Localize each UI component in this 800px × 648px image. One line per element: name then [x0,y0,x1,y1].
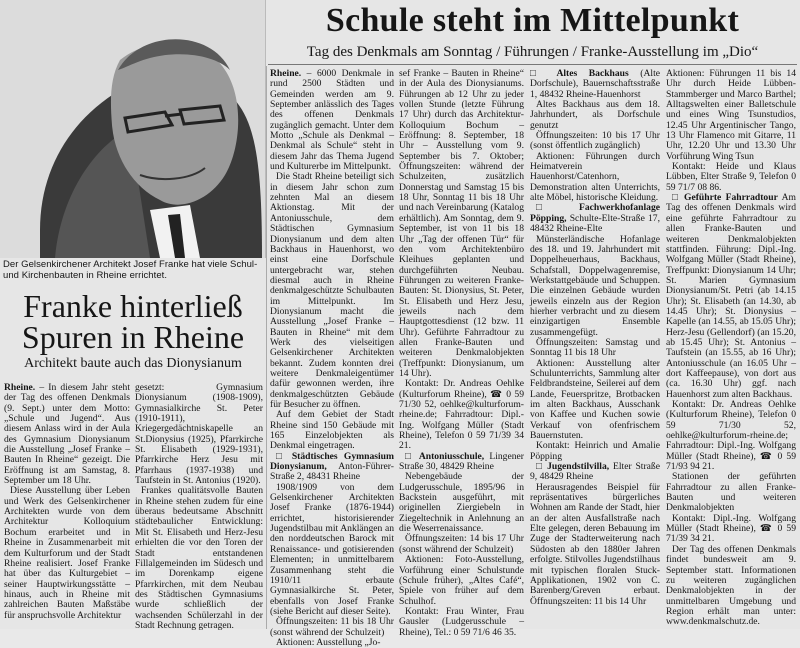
paragraph-text: Schulte-Elte-Straße 17, 48432 Rheine-Elte [530,212,660,235]
article-paragraph [4,383,130,486]
section-heading: □ Antoniusschule, [405,451,484,462]
dateline: Rheine. [270,68,302,79]
side-article-subheadline: Architekt baute auch das Dionysianum [24,356,242,371]
paragraph-text: Am Tag des offenen Denkmals wird eine geführte Fahrradtour zu allen Franke-Bauten und weiteren Denkmalobjekten stattfinden. Führung: Dipl.-Ing. Wolfgang Müller (Stadt Rheine), Treffpunkt: Dionysianum 14 Uhr; St. Marien Gymnasium Dionysianum/St. Petri (ab 14.15 Uhr); St. Elisabeth (an 14.30, ab 14.45 Uhr); St. Dionysius – Kapelle (an 14.55, ab 15.05 Uhr); Herz-Jesu (Gellendorf) (an 15.20, ab 15.45 Uhr); St. Antonius – Taufstein (an 15.55, ab 16 Uhr); Antoniusschule (an 16.05 Uhr – dort Kaffeepause), von dort aus (ca. 16.30 Uhr) ggf. nach Hauenhorst zum alten Backhaus. [666,192,796,400]
article-paragraph: gesetzt: Gymnasium Dionysianum (1908-1909), Gymnasialkirche St. Peter (1910-1911), Kriegergedächtniskapelle an St.Dionysius (1925), Pfarrkirche St. Elisabeth (1929-1931), Pfarrkirche Herz Jesu mit Pfarrhaus (1937-1938) und Taufstein in St. Antonius (1920). [135,382,263,487]
article-paragraph: Kontakt: Dipl.-Ing. Wolfgang Müller (Stadt Rheine), ☎ 0 59 71/39 34 21. [666,512,796,545]
article-paragraph: Aktionen: Foto-Ausstellung, Vorführung einer Schulstunde (Schule früher), „Altes Café“, Spiele von früher auf dem Schulhof. [399,554,524,607]
paragraph-text: Anton-Führer-Straße 2, 48431 Rheine [270,461,394,483]
article-paragraph [399,452,524,473]
article-paragraph: 1908/1909 von dem Gelsenkirchener Architekten Josef Franke (1876-1944) errichtet, historisierender Jugendstilbau mit Anklängen an den norddeutschen Barock mit Renaissance- und gotisierenden Elementen; in unmittelbarem Zusammenhang steht die 1910/11 erbaute Gymnasialkirche St. Peter, ebenfalls von Josef Franke (siehe Bericht auf dieser Seite). [270,481,394,617]
main-article-column-3 [530,69,660,629]
headline-divider [268,64,797,65]
section-heading: □ Geführte Fahrradtour [672,192,778,203]
paragraph-text: – In diesem Jahr steht der Tag des offenen Denkmals (9. Sept.) unter dem Motto: „Schule und Jugend“. Aus diesem Anlass wird in der Aula des Gymnasium Dionysianum die Ausstellung „Josef Franke – Bauten In Rheine“ gezeigt. Die Eröffnung ist am Samstag, 8. September um 18 Uhr. [4,382,130,487]
article-paragraph: Münsterländische Hofanlage des 18. und 19. Jahrhundert mit Doppelheuerhaus, Backhaus, Schafstall, Doppelwagenremise, Werkstattgebäude und Schuppen. Die einzelnen Gebäude wurden jeweils einzeln aus der Region hierher verbracht und zu diesem einzigartigen Ensemble zusammengefügt. [530,233,660,338]
article-paragraph [530,203,660,234]
section-heading: □ Altes Backhaus [530,68,629,79]
side-article-column-2 [135,383,263,629]
article-paragraph: Kontakt: Heide und Klaus Lübben, Elter Straße 9, Telefon 0 59 71/7 08 86. [666,161,796,193]
article-paragraph: Kontakt: Heinrich und Amalie Pöpping [530,440,660,462]
article-paragraph: Kontakt: Frau Winter, Frau Gausler (Ludgerusschule – Rheine), Tel.: 0 59 71/6 46 35. [399,605,524,638]
article-paragraph: Öffnungszeiten: 11 bis 18 Uhr (sonst während der Schulzeit) [270,616,394,638]
article-paragraph: Stationen der geführten Fahrradtour zu allen Franke-Bauten und weiteren Denkmalobjekten [666,471,796,514]
article-paragraph: Nebengebäude der Ludgerusschule, 1895/96 in Backstein ausgeführt, mit originellen Ziergiebeln in Ziegeltechnik in Anlehnung an die Weserrenaissance. [399,471,524,535]
article-paragraph [530,69,660,100]
article-paragraph: Frankes qualitätsvolle Bauten in Rheine stehen zudem für eine überaus bedeutsame Abschnitt städtebaulicher Entwicklung: Mit St. Elisabeth und Herz-Jesu erhielten die vor den Toren der Stadt entstandenen Fillalgemeinden im Südesch und im Dorenkamp eigene Pfarrkirchen, mit dem Neubau des Städtischen Gymnasiums wurde schließlich der wachsenden Schülerzahl in der Stadt Rechnung getragen. [135,485,263,631]
article-paragraph: Aktionen: Ausstellung „Jo- [276,636,381,648]
main-article-subheadline: Tag des Denkmals am Sonntag / Führungen / Franke-Ausstellung im „Dio“ [306,44,759,60]
article-paragraph [270,69,394,172]
architect-portrait-photo [0,0,266,258]
side-article-headline: Franke hinterließ Spuren in Rheine [21,288,245,355]
dateline: Rheine. [4,382,36,393]
article-paragraph: Öffnungszeiten: 14 bis 17 Uhr (sonst während der Schulzeit) [399,533,524,555]
main-article-column-4 [666,69,796,629]
paragraph-text: – 6000 Denkmale in rund 2500 Städten und Gemeinden werden am 9. September anlässlich des Tages des offenen Denkmals zugänglich gemacht. Unter dem Motto „Schule als Denkmal – Denkmal als Schule“ steht in diesem Jahr das Thema Jugend und Kulturerbe im Mittelpunkt. [270,68,394,173]
portrait-illustration [0,0,265,258]
article-paragraph: Aktionen: Ausstellung alter Schulunterrichts, Sammlung alter Feldbrandsteine, Seilerei auf dem Lande, Feuerspritze, Brotbacken im alten Backhaus, Ausschank von Kaffee und Kuchen sowie Verkauf von ofenfrischem Bauernstuten. [530,357,660,442]
photo-caption: Der Gelsenkirchener Architekt Josef Franke hat viele Schul- und Kirchenbauten in Rheine errichtet. [3,259,258,281]
article-paragraph: Die Stadt Rheine beteiligt sich in diesem Jahr schon zum zehnten Mal an diesem Aktionstag. Mit der Antoniusschule, dem Städtischen Gymnasium Dionysianum und dem alten Backhaus in Hauenhorst, wo einst eine Dorfschule untergebracht war, stehen diesmal auch in Rheine denkmalgeschützte Schulbauten im Mittelpunkt. Im Dionysianum macht die Ausstellung „Josef Franke – Bauten in Rheine“ mit dem Werk des vielseitigen Gelsenkirchener Architekten bekannt. Zudem konnten drei weitere Denkmaleigentümer dafür gewonnen werden, ihre denkmalgeschützten Gebäude für Besucher zu öffnen. [270,171,394,410]
article-paragraph: Diese Ausstellung über Leben und Werk des Gelsenkirchener Architekten wurde von dem Architektur Kolloquium Bochum erarbeitet und in Rheine in Zusammenarbeit mit dem Kulturforum und der Stadt Rheine realisiert. Josef Franke hat über das Kulturgebiet – seiner Hauptwirkungsstätte – hinaus, auch in Rheine mit zahlreichen Bauten Maßstäbe für anspruchsvolle Architektur [4,485,130,621]
article-paragraph [530,462,660,483]
article-paragraph: Kontakt: Dr. Andreas Oehlke (Kulturforum Rheine), ☎ 0 59 71/30 52, oehlke@kulturforum-rheine.de; Fahrradtour: Dipl.-Ing. Wolfgang Müller (Stadt Rheine), Telefon 0 59 71/39 34 21. [399,378,524,452]
main-article-column-2 [399,68,524,638]
article-paragraph: Öffnungszeiten: Samstag und Sonntag 11 bis 18 Uhr [530,336,660,359]
article-paragraph: Kontakt: Dr. Andreas Oehlke (Kulturforum Rheine), Telefon 0 59 71/30 52, oehlke@kulturforum-rheine.de; Fahrradtour: Dipl.-Ing. Wolfgang Müller (Stadt Rheine), ☎ 0 59 71/93 94 21. [666,399,796,473]
section-heading: □ Fachwerkhofanlage Pöpping, [530,202,660,223]
article-paragraph: Der Tag des offenen Denkmals findet bundesweit am 9. September statt. Informationen zu weiteren zugänglichen Denkmalobjekten in der unmittelbaren Umgebung und Region erhält man unter: www.denkmalschutz.de. [666,543,796,628]
article-paragraph: Aktionen: Führungen durch Heimatverein Hauenhorst/Catenhorn, Demonstration alten Unterrichts, alte Möbel, historische Kleidung. [530,150,660,204]
column-divider [266,66,267,629]
article-paragraph: Herausragendes Beispiel für repräsentatives bürgerliches Wohnen am Rande der Stadt, hier an der alten Ausfallstraße nach Elte gelegen, deren Bebauung im Zuge der Stadterweiterung nach Südosten ab den 1880er Jahren erfolgte. Stilvolles Jugendstilhaus mit typischen floralen Stuck-Applikationen, 1902 von C. Barenberg/Greven erbaut. Öffnungszeiten: 11 bis 14 Uhr [530,481,660,607]
main-article-headline: Schule steht im Mittelpunkt [325,2,740,39]
paragraph-text: Lingener Straße 30, 48429 Rheine [399,450,524,473]
paragraph-text: Elter Straße 9, 48429 Rheine [530,461,660,483]
article-paragraph [270,452,394,483]
article-paragraph: Aktionen: Führungen 11 bis 14 Uhr durch Heide Lübben-Stammberger und Marco Barthel; Alltagswelten einer Balletschule und eines Wing Tsunstudios, 12.45 Uhr Argentinischer Tango, 13 Uhr Flamenco mit Gitarre, 11 Uhr, 12.20 Uhr und 13.30 Uhr Vorführung Wing Tsun [666,68,796,162]
article-paragraph [666,193,796,400]
article-paragraph: Auf dem Gebiet der Stadt Rheine sind 150 Gebäude mit 165 Einzelobjekten als Denkmal eingetragen. [270,409,394,452]
side-article-column-1 [4,383,130,629]
article-paragraph: Altes Backhaus aus dem 18. Jahrhundert, als Dorfschule genutzt [530,99,660,131]
article-paragraph: sef Franke – Bauten in Rheine“ in der Aula des Dionysianums. Führungen ab 12 Uhr zu jeder vollen Stunde (letzte Führung 17 Uhr) durch das Architektur-Kolloquium Bochum – Eröffnung: 8. September, 18 Uhr – Ausstellung vom 9. September bis 7. Oktober; Öffnungszeiten: während der Schulzeiten, zusätzlich Donnerstag und Samstag 15 bis 18 Uhr, Sonntag 11 bis 18 Uhr und nach Vereinbarung (Katalog erhältlich). Am Sonntag, dem 9. September, ist von 11 bis 18 Uhr „Tag der offenen Tür“ für den vom Architektenbüro Kleihues geplanten und durchgeführten Neubau. Führungen zu weiteren Franke-Bauten: St. Dionysius, St. Peter, St. Elisabeth und Herz Jesu, jeweils nach dem Hauptgottesdienst (12 bzw. 11 Uhr). Geführte Fahrradtour zu allen Franke-Bauten und weiteren Denkmalobjekten (Treffpunkt: Dionysianum, um 14 Uhr). [399,68,524,379]
section-heading: □ Städtisches Gymnasium Dionysianum, [270,451,394,472]
main-article-column-1 [270,68,394,648]
article-paragraph: Öffnungszeiten: 10 bis 17 Uhr (sonst öffentlich zugänglich) [530,130,660,152]
section-heading: □ Jugendstilvilla, [536,461,609,472]
paragraph-text: (Alte Dorfschule), Bauernschaftsstraße 1, 48432 Rheine-Hauenhorst [530,68,660,100]
